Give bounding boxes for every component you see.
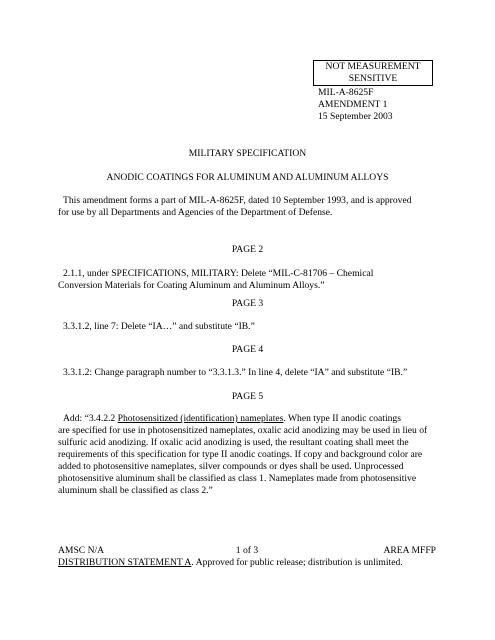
spec-title: MILITARY SPECIFICATION: [188, 148, 307, 159]
page5-line-2: are specified for use in photosensitized nameplates, oxalic acid anodizing may be used in lieu of: [58, 425, 428, 436]
page5-paragraph: [58, 413, 448, 497]
intro-line-2: for use by all Departments and Agencies of the Department of Defense.: [58, 207, 333, 218]
intro-paragraph: [58, 195, 448, 219]
page3-heading: PAGE 3: [231, 298, 264, 309]
page4-paragraph: [58, 367, 448, 379]
add-line1-rest: . When type II anodic coatings: [283, 413, 401, 424]
intro-line-1: This amendment forms a part of MIL-A-8625F, dated 10 September 1993, and is approved: [63, 195, 412, 206]
page2-line-2: Conversion Materials for Coating Aluminum and Aluminum Alloys.”: [58, 280, 325, 291]
distribution-label: DISTRIBUTION STATEMENT A: [58, 557, 192, 568]
distribution-text: . Approved for public release; distribution is unlimited.: [191, 557, 403, 568]
page3-paragraph: [58, 321, 448, 333]
page4-heading: PAGE 4: [231, 344, 264, 355]
page5-line-1: [58, 413, 448, 425]
footer: [58, 545, 436, 557]
page5-line-3: sulfuric acid anodizing. If oxalic acid anodizing is used, the resultant coating shall meet the: [58, 437, 409, 448]
page5-line-6: photosensitive aluminum shall be classified as class 1. Nameplates made from photosensitive: [58, 473, 417, 484]
sensitivity-box: [313, 60, 433, 86]
doc-amendment: AMENDMENT 1: [318, 99, 388, 110]
add-prefix: Add: “3.4.2.2: [63, 413, 118, 424]
subject-title: ANODIC COATINGS FOR ALUMINUM AND ALUMINUM ALLOYS: [106, 172, 389, 183]
page5-heading: PAGE 5: [231, 391, 264, 402]
page5-line-4: requirements of this specification for type II anodic coatings. If copy and background color are: [58, 449, 423, 460]
page5-line-7: aluminum shall be classified as class 2.”: [58, 485, 213, 496]
page2-line-1: 2.1.1, under SPECIFICATIONS, MILITARY: Delete “MIL-C-81706 – Chemical: [63, 268, 374, 279]
document-reference: [318, 87, 393, 123]
footer-amsc: AMSC N/A: [58, 545, 105, 556]
page2-paragraph: [58, 268, 448, 292]
page2-heading: PAGE 2: [231, 244, 264, 255]
add-title: Photosensitized (identification) nameplates: [117, 413, 284, 424]
doc-number: MIL-A-8625F: [318, 87, 374, 98]
sensitivity-line-2: SENSITIVE: [348, 72, 398, 84]
distribution-statement: [58, 557, 403, 569]
page3-line-1: 3.3.1.2, line 7: Delete “IA…” and substitute “IB.”: [63, 321, 255, 332]
page5-line-5: added to photosensitive nameplates, silver compounds or dyes shall be used. Unprocessed: [58, 461, 404, 472]
page4-line-1: 3.3.1.2: Change paragraph number to “3.3.1.3.” In line 4, delete “IA” and substitute “IB.”: [63, 367, 408, 378]
doc-date: 15 September 2003: [318, 111, 393, 122]
sensitivity-line-1: NOT MEASUREMENT: [325, 61, 421, 72]
footer-page-number: 1 of 3: [235, 545, 259, 556]
footer-area: AREA MFFP: [383, 545, 436, 556]
